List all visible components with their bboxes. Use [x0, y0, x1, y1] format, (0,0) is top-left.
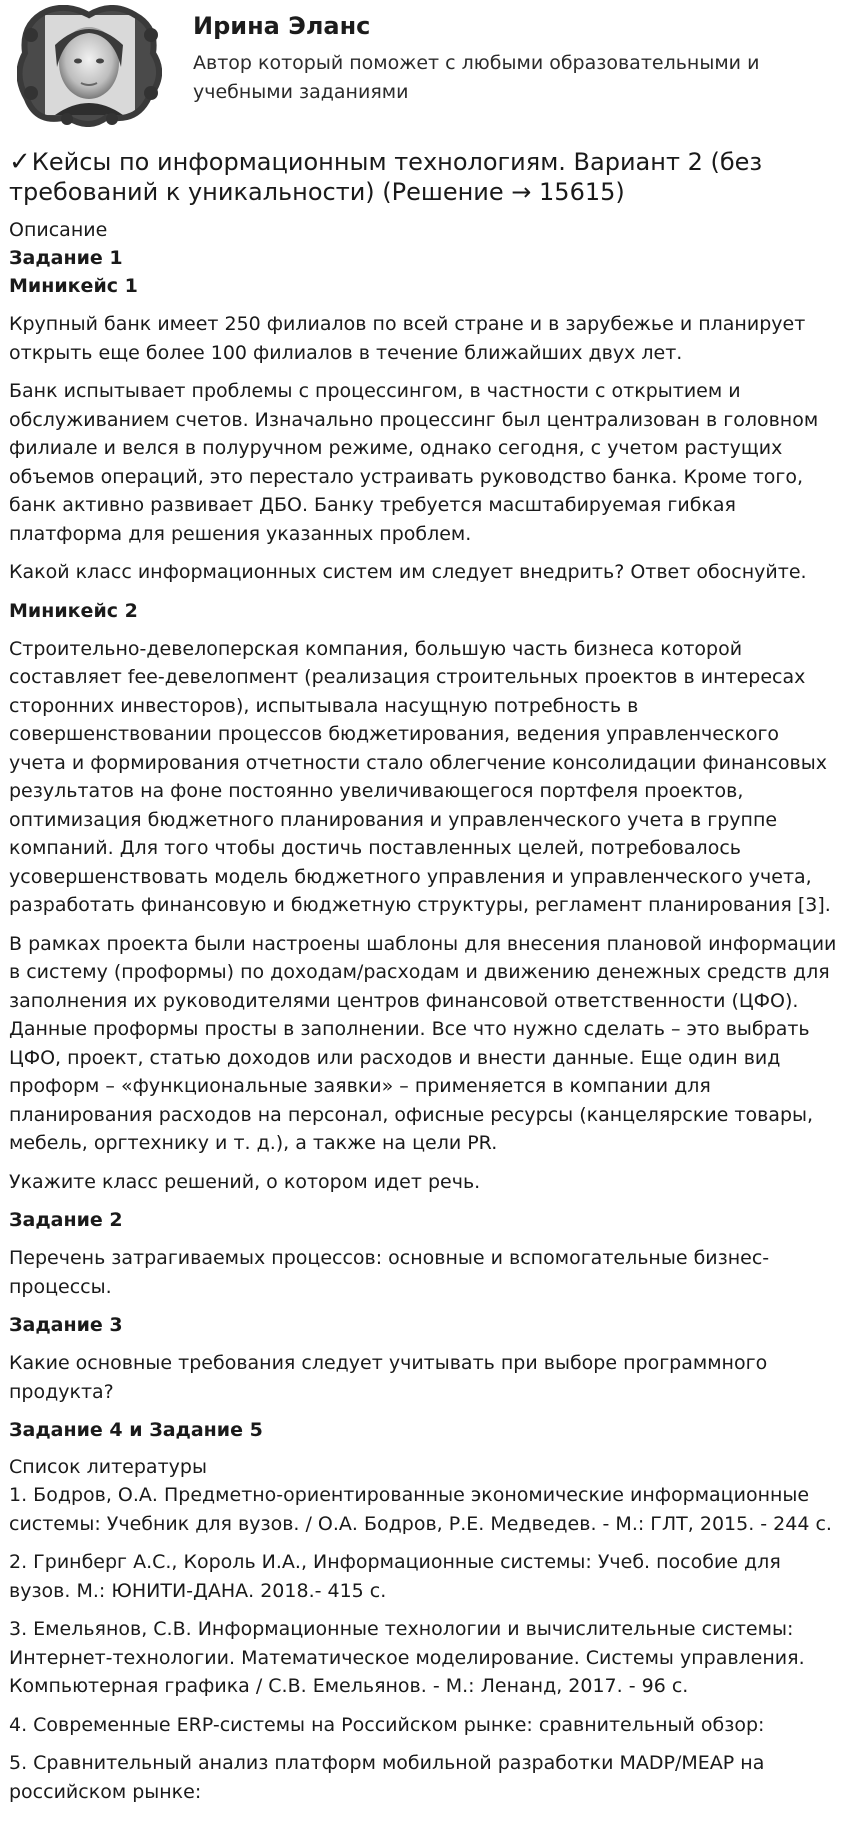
task2-heading: Задание 2 [9, 1209, 123, 1231]
literature-item: 4. Современные ERP-системы на Российском рынке: сравнительный обзор: [9, 1713, 765, 1736]
avatar-photo-icon [17, 5, 162, 127]
task3-heading: Задание 3 [9, 1314, 123, 1336]
minicase1-paragraph-3: Какой класс информационных систем им следует внедрить? Ответ обоснуйте. [9, 561, 807, 583]
task3-paragraph: Какие основные требования следует учитывать при выборе программного продукта? [9, 1352, 768, 1403]
avatar[interactable] [17, 5, 162, 127]
literature-item: 3. Емельянов, С.В. Информационные технологии и вычислительные системы: Интернет-технологии. Математическое моделирование. Системы управления. Компьютерная графика / С.В. Емельянов. - М.: Ленанд, 2017. - 96 c. [9, 1618, 805, 1697]
minicase2-paragraph-3: Укажите класс решений, о котором идет речь. [9, 1170, 481, 1193]
page-title [9, 147, 829, 207]
literature-item: 1. Бодров, О.А. Предметно-ориентированные экономические информационные системы: Учебник для вузов. / О.А. Бодров, Р.Е. Медведев. - М.: ГЛТ, 2015. - 244 c. [9, 1484, 832, 1535]
minicase1-paragraph-2: Банк испытывает проблемы с процессингом, в частности с открытием и обслуживанием счетов. Изначально процессинг был централизован в головном филиале и велся в полуручном режиме, однако сегодня, с учетом растущих объемов операций, это перестало устраивать руководство банка. Кроме того, банк активно развивает ДБО. Банку требуется масштабируемая гибкая платформа для решения указанных проблем. [9, 380, 819, 545]
minicase2-paragraph-1: Строительно-девелоперская компания, большую часть бизнеса которой составляет fee-девелопмент (реализация строительных проектов в интересах сторонних инвесторов), испытывала насущную потребность в совершенствовании процессов бюджетирования, ведения управленческого учета и формирования отчетности стало облегчение консолидации финансовых результатов на фоне постоянно увеличивающегося портфеля проектов, оптимизация бюджетного планирования и управленческого учета в группе компаний. Для того чтобы достичь поставленных целей, потребовалось усовершенствовать модель бюджетного управления и управленческого учета, разработать финансовую и бюджетную структуры, регламент планирования [3]. [9, 637, 831, 916]
author-block [9, 0, 839, 135]
check-icon: ✓ [9, 147, 31, 177]
task1-heading: Задание 1 [9, 247, 123, 269]
task45-heading: Задание 4 и Задание 5 [9, 1419, 263, 1441]
page-title-text: Кейсы по информационным технологиям. Вариант 2 (без требований к уникальности) (Решение → 15615) [9, 148, 763, 206]
minicase1-heading: Миникейс 1 [9, 275, 138, 297]
description-label: Описание [9, 219, 108, 241]
minicase1-paragraph-1: Крупный банк имеет 250 филиалов по всей стране и в зарубежье и планирует открыть еще более 100 филиалов в течение ближайших двух лет. [9, 313, 806, 364]
literature-label: Список литературы [9, 1456, 207, 1478]
literature-item: 5. Сравнительный анализ платформ мобильной разработки MADP/MEAP на российском рынке: [9, 1752, 765, 1803]
literature-item: 2. Гринберг А.С., Король И.А., Информационные системы: Учеб. пособие для вузов. М.: ЮНИТИ-ДАНА. 2018.- 415 с. [9, 1551, 781, 1602]
author-name[interactable]: Ирина Эланс [193, 12, 371, 40]
minicase2-heading: Миникейс 2 [9, 599, 138, 622]
task2-paragraph: Перечень затрагиваемых процессов: основные и вспомогательные бизнес-процессы. [9, 1247, 770, 1298]
minicase2-paragraph-2: В рамках проекта были настроены шаблоны для внесения плановой информации в систему (проформы) по доходам/расходам и движению денежных средств для заполнения их руководителями центров финансовой ответственности (ЦФО). Данные проформы просты в заполнении. Все что нужно сделать – это выбрать ЦФО, проект, статью доходов или расходов и внести данные. Еще один вид проформ – «функциональные заявки» – применяется в компании для планирования расходов на персонал, офисные ресурсы (канцелярские товары, мебель, оргтехнику и т. д.), а также на цели PR. [9, 932, 837, 1154]
author-description: Автор который поможет с любыми образовательными и учебными заданиями [193, 52, 760, 103]
